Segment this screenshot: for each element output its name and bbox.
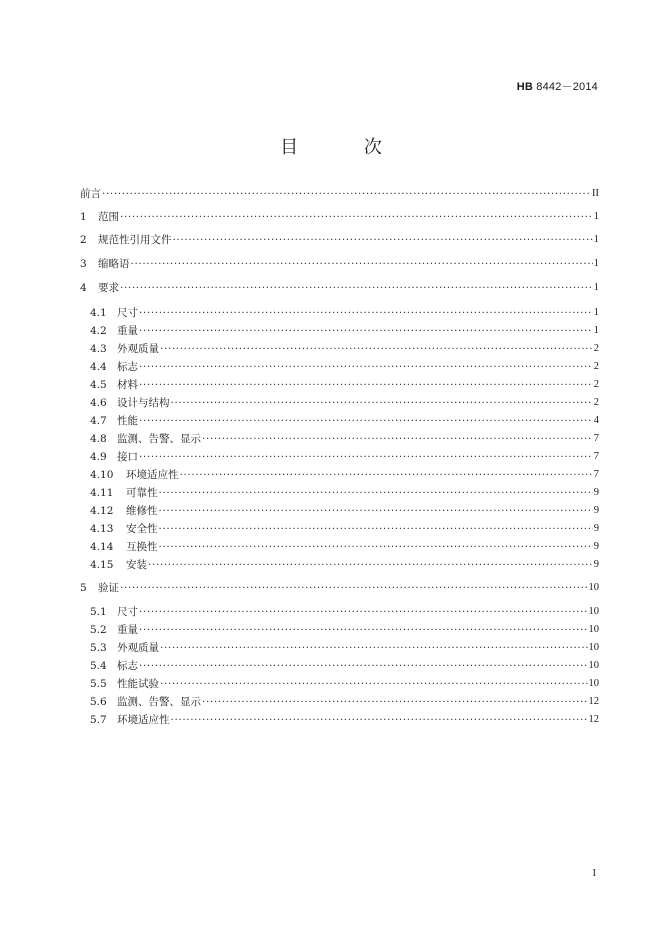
- toc-leader-dots: [139, 450, 593, 464]
- toc-entry-page: 12: [588, 714, 599, 725]
- toc-entry[interactable]: [90, 540, 599, 554]
- toc-entry-label: 要求: [98, 282, 119, 294]
- toc-entry-label: 规范性引用文件: [98, 234, 172, 246]
- toc-leader-dots: [139, 360, 593, 374]
- toc-entry[interactable]: [80, 210, 599, 224]
- toc-leader-dots: [120, 210, 593, 224]
- toc-entry-page: 10: [588, 582, 599, 593]
- toc-entry-label: 安全性: [126, 523, 158, 535]
- toc-entry-label: 互换性: [126, 541, 158, 553]
- toc-entry-label: 环境适应性: [126, 469, 179, 481]
- toc-entry[interactable]: [90, 324, 599, 338]
- toc-entry-label: 缩略语: [98, 258, 130, 270]
- toc-entry[interactable]: [90, 378, 599, 392]
- toc-leader-dots: [171, 396, 593, 410]
- toc-entry[interactable]: [90, 623, 599, 637]
- toc-leader-dots: [159, 486, 593, 500]
- toc-entry-number: 4.12: [90, 505, 114, 517]
- toc-entry-number: 4.6: [90, 397, 107, 409]
- toc-entry-label: 标志: [117, 660, 138, 672]
- toc-leader-dots: [120, 581, 588, 595]
- toc-entry-label: 材料: [117, 379, 138, 391]
- toc-entry-label: 性能试验: [117, 678, 159, 690]
- toc-entry-number: 4.3: [90, 343, 107, 355]
- toc-entry-label: 可靠性: [126, 487, 158, 499]
- toc-entry[interactable]: [90, 713, 599, 727]
- toc-entry[interactable]: [90, 677, 599, 691]
- toc-entry[interactable]: [80, 233, 599, 247]
- toc-entry-label: 监测、告警、显示: [117, 696, 201, 708]
- toc-entry-number: 5.7: [90, 714, 107, 726]
- toc-entry[interactable]: [90, 695, 599, 709]
- toc-entry-number: 4.7: [90, 415, 107, 427]
- toc-leader-dots: [173, 233, 593, 247]
- toc-leader-dots: [159, 504, 593, 518]
- toc-entry-label: 外观质量: [117, 343, 159, 355]
- toc-entry-page: 1: [593, 307, 599, 318]
- toc-entry-label: 设计与结构: [117, 397, 170, 409]
- toc-entry-number: 4.14: [90, 541, 114, 553]
- toc-entry-number: 1: [80, 211, 87, 223]
- toc-entry-page: 2: [593, 397, 599, 408]
- toc-entry-label: 维修性: [126, 505, 158, 517]
- toc-entry-number: 4.13: [90, 523, 114, 535]
- toc-leader-dots: [139, 414, 593, 428]
- toc-entry-page: 4: [593, 415, 599, 426]
- toc-entry-number: 2: [80, 234, 87, 246]
- toc-entry-number: 3: [80, 258, 87, 270]
- toc-entry-number: 4.9: [90, 451, 107, 463]
- toc-leader-dots: [139, 659, 588, 673]
- standard-number: [517, 78, 598, 94]
- toc-entry-page: 2: [593, 343, 599, 354]
- toc-entry-number: 5.5: [90, 678, 107, 690]
- toc-entry[interactable]: [90, 360, 599, 374]
- toc-entry-label: 外观质量: [117, 642, 159, 654]
- toc-entry-label: 标志: [117, 361, 138, 373]
- toc-entry-number: 4.2: [90, 325, 107, 337]
- toc-leader-dots: [139, 306, 593, 320]
- toc-entry-number: 4.10: [90, 469, 114, 481]
- toc-entry-page: 10: [588, 606, 599, 617]
- toc-entry[interactable]: [90, 659, 599, 673]
- toc-entry[interactable]: [90, 306, 599, 320]
- toc-leader-dots: [102, 187, 591, 201]
- toc-entry-label: 接口: [117, 451, 138, 463]
- toc-entry-number: 5.6: [90, 696, 107, 708]
- toc-entry-number: 4.5: [90, 379, 107, 391]
- toc-entry[interactable]: [90, 504, 599, 518]
- toc-entry-label: 前言: [80, 188, 101, 200]
- toc-leader-dots: [139, 623, 588, 637]
- toc-entry-label: 性能: [117, 415, 138, 427]
- toc-entry-number: 4.8: [90, 433, 107, 445]
- toc-leader-dots: [139, 378, 593, 392]
- toc-entry-label: 范围: [98, 211, 119, 223]
- toc-leader-dots: [131, 257, 593, 271]
- toc-entry-label: 重量: [117, 325, 138, 337]
- toc-entry-page: 1: [593, 234, 599, 245]
- toc-leader-dots: [160, 677, 588, 691]
- toc-entry-label: 尺寸: [117, 606, 138, 618]
- toc-entry[interactable]: [90, 605, 599, 619]
- toc-entry-number: 4.15: [90, 559, 114, 571]
- toc-leader-dots: [120, 281, 593, 295]
- page-title: 目 次: [280, 137, 412, 158]
- toc-entry[interactable]: [90, 641, 599, 655]
- toc-entry-page: 7: [593, 469, 599, 480]
- toc-entry-number: 4.1: [90, 307, 107, 319]
- toc-entry-number: 4.11: [90, 487, 114, 499]
- toc-entry-label: 环境适应性: [117, 714, 170, 726]
- toc-entry[interactable]: [80, 187, 599, 201]
- toc-entry-number: 5.4: [90, 660, 107, 672]
- toc-entry-label: 尺寸: [117, 307, 138, 319]
- toc-entry[interactable]: [90, 414, 599, 428]
- toc-entry-label: 监测、告警、显示: [117, 433, 201, 445]
- toc-entry[interactable]: [90, 468, 599, 482]
- page-number: I: [592, 868, 596, 879]
- toc-entry-label: 安装: [126, 559, 147, 571]
- toc-entry-page: II: [592, 188, 599, 199]
- toc-entry-page: 1: [593, 211, 599, 222]
- toc-entry-label: 重量: [117, 624, 138, 636]
- toc-entry[interactable]: [80, 281, 599, 295]
- toc-entry-label: 验证: [98, 582, 119, 594]
- toc-entry-page: 12: [588, 696, 599, 707]
- toc-entry-page: 9: [593, 487, 599, 498]
- toc-entry[interactable]: [80, 581, 599, 595]
- toc-entry[interactable]: [90, 432, 599, 446]
- toc-entry-page: 9: [593, 559, 599, 570]
- toc-entry-page: 10: [588, 624, 599, 635]
- toc-entry-number: 5.1: [90, 606, 107, 618]
- toc-leader-dots: [159, 522, 593, 536]
- toc-entry-page: 10: [588, 642, 599, 653]
- toc-entry-number: 5.3: [90, 642, 107, 654]
- toc-leader-dots: [148, 558, 593, 572]
- toc-entry[interactable]: [80, 257, 599, 271]
- toc-entry[interactable]: [90, 342, 599, 356]
- toc-leader-dots: [171, 713, 588, 727]
- toc-leader-dots: [139, 605, 588, 619]
- toc-entry-page: 2: [593, 361, 599, 372]
- toc-leader-dots: [139, 324, 593, 338]
- toc-entry[interactable]: [90, 450, 599, 464]
- toc-entry-number: 5: [80, 582, 87, 594]
- toc-entry-page: 9: [593, 505, 599, 516]
- toc-entry[interactable]: [90, 558, 599, 572]
- toc-entry-page: 10: [588, 678, 599, 689]
- toc-leader-dots: [202, 432, 593, 446]
- toc-leader-dots: [160, 641, 588, 655]
- standard-code: 8442－2014: [533, 81, 598, 93]
- toc-entry-page: 1: [593, 258, 599, 269]
- toc-entry[interactable]: [90, 522, 599, 536]
- toc-leader-dots: [202, 695, 588, 709]
- toc-leader-dots: [180, 468, 593, 482]
- toc-entry-page: 10: [588, 660, 599, 671]
- toc-entry-page: 7: [593, 451, 599, 462]
- toc-entry-number: 5.2: [90, 624, 107, 636]
- toc-entry[interactable]: [90, 486, 599, 500]
- toc-entry[interactable]: [90, 396, 599, 410]
- toc-entry-page: 9: [593, 541, 599, 552]
- toc-entry-page: 2: [593, 379, 599, 390]
- toc-leader-dots: [160, 342, 593, 356]
- toc-entry-page: 1: [593, 282, 599, 293]
- toc-leader-dots: [159, 540, 593, 554]
- toc-entry-number: 4.4: [90, 361, 107, 373]
- toc-entry-page: 7: [593, 433, 599, 444]
- standard-prefix: HB: [516, 81, 533, 93]
- toc-entry-number: 4: [80, 282, 87, 294]
- toc-entry-page: 1: [593, 325, 599, 336]
- toc-entry-page: 9: [593, 523, 599, 534]
